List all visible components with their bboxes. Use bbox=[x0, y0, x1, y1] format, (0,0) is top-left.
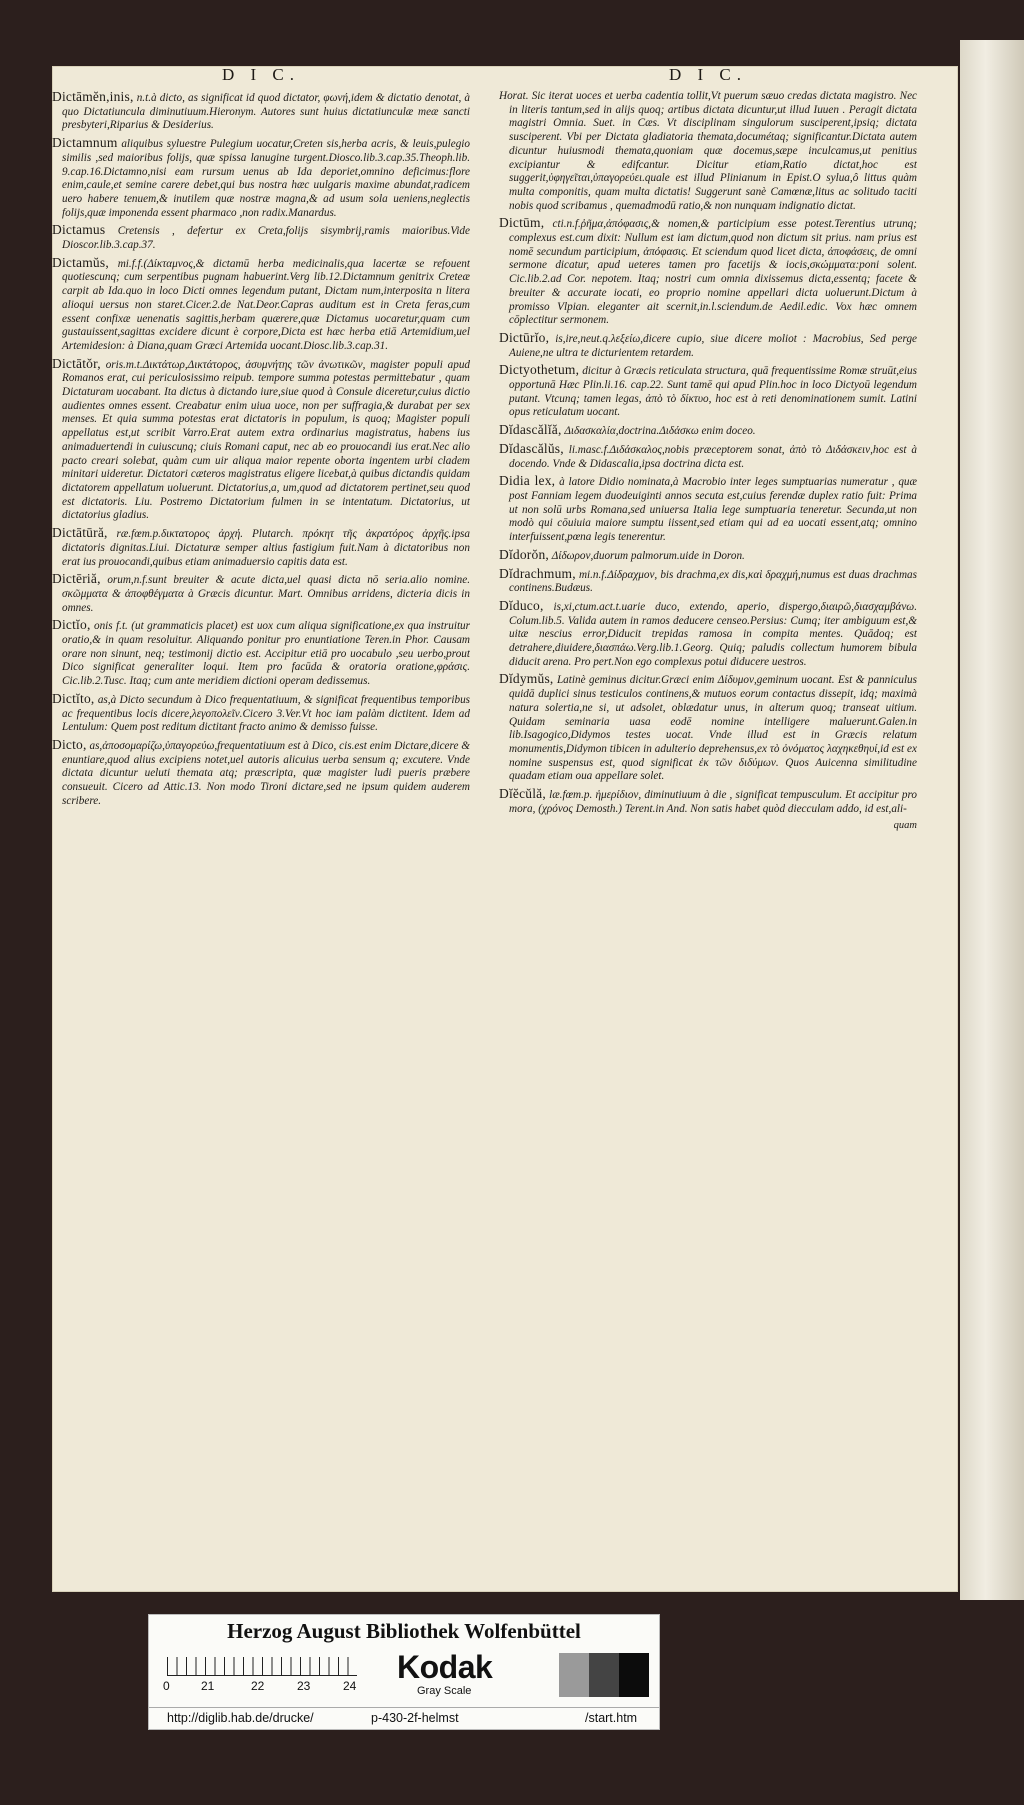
scale-number: 23 bbox=[297, 1679, 311, 1693]
book-page bbox=[52, 66, 958, 1592]
entry-lemma: Didia lex, bbox=[499, 473, 556, 489]
entry-lemma: Dictyothetum, bbox=[499, 362, 580, 378]
digital-library-url[interactable]: http://diglib.hab.de/drucke/ bbox=[167, 1711, 314, 1725]
entry-lemma: Dĭdorŏn, bbox=[499, 546, 549, 562]
running-head-right: D I C. bbox=[668, 66, 748, 84]
catchword: quam bbox=[893, 820, 917, 832]
shelfmark: p-430-2f-helmst bbox=[371, 1711, 459, 1725]
entry-text: læ.fœm.p. ἡμερίδιον, diminutiuum à die , significat tempusculum. Et accipitur pro mora, (χρόνος Demosth.) Terent.in And. Non satis habet quòd diecculam addo, id est,ali- bbox=[509, 789, 917, 815]
entry-text: Latinè geminus dicitur.Græci enim Δίδυμον,geminum uocant. Est & panniculus quidā duplici sinus testiculos continens,& mutuos eorum contactus dissepit, idq; maximà natura solertia,ne si, ut adsolet, oblædatur unus, in alterum quoq; transeat uitium. Quidam seminaria uasa eodē nomine intelligere maluerunt.Galen.in lib.Isagogico,Didymos testes uocat. Vnde illud est in Græcis relatum monumentis,Didymon tibicen in adulterio deprehensus,ex τὸ ὀνόματος λαχηκεθηυί,id est ex nomine suspensus est, quod significat ἐκ τῶν διδύμων. Quos Auicenna similitudine quadam etiam oua appellare solet. bbox=[509, 674, 917, 783]
dictionary-entry bbox=[499, 599, 917, 670]
dictionary-entry bbox=[52, 223, 470, 252]
entry-text: ræ.fœm.p.δικτατορος ἀρχή. Plutarch. πρόκητ τῆς ἀκρατόρος ἀρχῆς.ipsa dictatoris dignitas.Liui. Dictaturæ semper altius fastigium fuit.Nam à dictatoribus non erat ius prouocandi,quibus etiam animaduersio capitis data est. bbox=[62, 528, 470, 568]
entry-text: Horat. Sic iterat uoces et uerba cadentia tollit,Vt puerum sæuo credas dictata magistro. Nec in literis tantum,sed in alijs quoq; artibus dictata dicuntur,ut illud Iuuen . Peragit dictata magistri Omnia. Suet. in Cæs. Vt disciplinam singulorum susciperent,ipsiq; dictata susciperent. Vbi per Dictata gladiatoria themata,documétaq; significantur.Dictata autem dicuntur huiusmodi themata,quoniam quæ docemus,sæpe inculcamus,ut penitius excipiantur & edifcantur. Dicitur etiam,Ratio dictat,hoc est suggerit,ὑφηγεῖται,ὑπαγορεύει.quale est illud Plinianum in Epist.O sylua,ô littus quàm multa componitis, quam multa dictatis! Suggerunt sanè Camœnæ,litus ac solitudo taciti nobis quod scribamus , quemadmodū ratio,& non nunquam indignatio dictat. bbox=[499, 90, 917, 212]
entry-lemma: Dicto, bbox=[52, 736, 87, 752]
dictionary-entry bbox=[52, 357, 470, 523]
dictionary-entry bbox=[499, 442, 917, 471]
entry-text: mi.n.f.Δίδραχμον, bis drachma,ex dis,καὶ δραχμή,numus est duas drachmas continens.Budæus. bbox=[509, 568, 917, 595]
dictionary-entry bbox=[52, 572, 470, 615]
entry-lemma: Dĭdascălŭs, bbox=[499, 440, 564, 456]
dictionary-entry bbox=[52, 618, 470, 689]
entry-lemma: Dĭdymŭs, bbox=[499, 671, 554, 687]
entry-lemma: Dĭduco, bbox=[499, 597, 544, 613]
entry-lemma: Dictĭto, bbox=[52, 690, 95, 706]
dictionary-entry bbox=[52, 136, 470, 220]
kodak-brand: Kodak bbox=[397, 1649, 493, 1685]
entry-text: as,à Dicto secundum à Dico frequentatiuum, & significat frequentibus temporibus ac frequentibus locis dicere,λεγοπολεῖν.Cicero 3.Ver.Vt hoc iam palàm dictitent. Idem ad Lentulum: Quem post reditum dictitant fracto animo & demisso fuisse. bbox=[62, 693, 470, 734]
entry-text: onis f.t. (ut grammaticis placet) est uox cum aliqua significatione,ex qua instruitur oratio,& in quam resoluitur. Aliquando ponitur pro enuntiatione Teren.in Phor. Causam orare non sinunt, neq; testimonij dictio est. Accipitur etiā pro uocabulo ,seu uerbo,prout Dico significat generaliter loqui. Item pro facūda & oratoria oratione,φράσις. Cic.lib.2.Tusc. Itaq; cum ante meridiem dictioni operam dedissemus. bbox=[62, 620, 470, 688]
dictionary-entry bbox=[52, 526, 470, 569]
entry-lemma: Dictĭo, bbox=[52, 617, 91, 633]
color-target-card bbox=[148, 1614, 660, 1730]
dictionary-entry bbox=[499, 363, 917, 420]
entry-lemma: Dictāmĕn,inis, bbox=[52, 89, 134, 104]
scale-number: 22 bbox=[251, 1679, 265, 1693]
entry-lemma: Dictūrĭo, bbox=[499, 329, 550, 345]
url-row bbox=[149, 1707, 659, 1728]
left-entries bbox=[52, 90, 470, 808]
entry-text: is,xi,ctum.act.t.uarie duco, extendo, aperio, dispergo,διαιρῶ,διασχαμβάνω. Colum.lib.5. Valida autem in ramos deducere censeo.Persius: Cumq; iter ambiguum est,& uitæ nescius error,Diducit trepidas ramosa in compita mentes. Quādoq; est detrahere,diuidere,διασπάω.Verg.lib.1.Georg. Quiq; paludis collectum humorem bibula diducit arena. Pro pert.Non ego complexus potui diducere uestros. bbox=[509, 600, 917, 668]
entry-text: is,ire,neut.q.λεξείω,dicere cupio, siue dicere moliot : Macrobius, Sed perge Auiene,ne ultra te dicturientem retardem. bbox=[509, 332, 917, 359]
adjacent-page-edge bbox=[960, 40, 1024, 1600]
dictionary-entry bbox=[52, 90, 470, 133]
entry-text: as,ἀποσομαρίζω,ὑπαγορεύω,frequentatiuum est à Dico, cis.est enim Dictare,dicere & enuntiare,quod alius excipiens notet,uel autoris alicuius uerba sensum q; excutere. Vnde dictata dicuntur ueluti themata atq; præscripta, quæ magister ludi pueris præbere consueuit. Cicero ad Attic.13. Non modo Tironi dictare,sed ne ipsum quidem auderem scribere. bbox=[62, 739, 470, 807]
entry-text: oris.m.t.Δικτάτωρ,Δικτάτορος, ἀσυμνήτης τῶν ἀνωτικῶν, magister populi apud Romanos erat, cui periculosissimo reipub. tempore summa potestas permittebatur , quam Dictaturam uocabant. Ita dictus à dictando iure,siue quod à Consule diceretur,cuius dictio audientes omnes essent. Creabatur enim uiua uoce, non per suffragia,& durabat per sex menses. Et quia summa potestas erat dictatoris in populum, is quoq; Magister populi appellatus est,ut scribit Varro.Erat autem extra ordinarius magistratus, habens ius animaduertendi in cuiuscunq; ciuis Romani caput, nec ab eo prouocandi ius erat.Nec alio pacto creari solebat, quàm cum uir aliqua maior repente oborta ingentem urbi cladem minitari uideretur. Dictatori cæteros magistratus eligere licebat,à quibus dictandis quidam dictatorem appellatum uoluerunt. Dictatorius,a, um,quod ad dictatorem pertinet,seu quod est dictatoris. Liu. Postremo Dictatorium fulmen in se intentatum. Dictatorius, ut dictatorius gladius. bbox=[62, 358, 470, 522]
gray-patch-dark bbox=[589, 1653, 619, 1697]
entry-lemma: Dĭdrachmum, bbox=[499, 565, 576, 581]
dictionary-entry bbox=[499, 474, 917, 545]
entry-text: cti.n.f.ῥῆμα,ἀπόφασις,& nomen,& participium esse potest.Terentius utrunq; complexus est.cum dixit: Nullum est iam dictum,quod non dictum sit prius. nam prius est nomē secundum participium, ἀπόφασις. Et sciendum quod licet dicta, ἀποφάσεις, de omni sermone dicatur, apud ueteres tamen pro facetijs & iocis,σκώμματα:poni solent. Cic.lib.2.ad Cor. nepotem. Itaq; nostri cum omnia dixissemus dicta,essentq; facete & breuiter & accurate iocati, eo proprio nomine appellari dicta uoluerunt.Dictum à promisso Vlpian. eleganter ait scernit,in.l.sciendum.de Aedil.edic. Vox hæc omnem cōplectitur sermonem. bbox=[509, 218, 917, 327]
dictionary-entry bbox=[499, 567, 917, 596]
scale-ruler bbox=[167, 1657, 357, 1676]
entry-text: n.t.à dicto, as significat id quod dictator, φωνή,idem & dictatio denotat, à quo Dictatiuncula diminutiuum.Hieronym. Autores sunt huius dictatiunculæ meæ sancti presbyteri,Riparius & Desiderius. bbox=[62, 92, 470, 132]
dictionary-entry bbox=[499, 90, 917, 213]
entry-text: dicitur à Græcis reticulata structura, quā frequentissime Romæ struūt,eius opportunā Hæc Plin.li.16. cap.22. Sunt tamē qui apud Plin.hoc in loco Dictyoū legendum putant. Vtcunq; tamen legas, ἀπὸ τὸ δίκτυο, hoc est à reti denominationem sumit. Latini opus reticulatum uocant. bbox=[509, 365, 917, 419]
entry-text: li.masc.f.Διδάσκαλος,nobis præceptorem sonat, ἀπὸ τὸ Διδάσκειν,hoc est à docendo. Vnde & Didascalia,ipsa doctrina dicta est. bbox=[509, 443, 917, 470]
entry-text: à latore Didio nominata,à Macrobio inter leges sumptuarias numeratur , quæ post Fanniam legem duodeuiginti annos secuta est,cuius ferendæ duplex ratio fuit: Prima ut non solū urbs Romana,sed uniuersa Italia lege sumptuaria teneretur. Secunda,ut non modò qui cōuiuia maiore sumptu iissent,sed etiam qui ad ea uocati essent,atq; omnino interfuissent,pœna legis tenerentur. bbox=[509, 476, 917, 544]
dictionary-entry bbox=[499, 423, 917, 439]
gray-scale-label: Gray Scale bbox=[417, 1685, 472, 1697]
entry-text: aliquibus syluestre Pulegium uocatur,Creten sis,herba acris, & leuis,pulegio similis ,sed maioribus folijs, quæ spissa lanugine turgent.Diosco.lib.3.cap.35.Theoph.lib. 9.cap.16.Dictamno,nisi eam rursum uenus ab Ida deporiet,omnino deficimus:flore enim,caule,et semine carere debet,qui bus nostra hæc uulgaris maxime abundat,radicem uero habere tenuem,& inutilem quæ nostræ magna,& ad usum sola ueniens,neglectis folijs,quæ imponenda essent pharmaco ,non radix.Manardus. bbox=[62, 138, 470, 219]
entry-text: Δίδωρον,duorum palmorum.uide in Doron. bbox=[551, 549, 745, 562]
dictionary-entry bbox=[499, 331, 917, 360]
entry-text: orum,n.f.sunt breuiter & acute dicta,uel quasi dicta nō seria.alio nomine. σκῶμματα & ἀποφθέγματα à Græcis dicuntur. Mart. Omnibus arridens, dicteria dicis in omnes. bbox=[62, 574, 470, 614]
dictionary-entry bbox=[499, 787, 917, 816]
entry-lemma: Dictūm, bbox=[499, 215, 545, 231]
entry-lemma: Dictēriă, bbox=[52, 571, 101, 587]
entry-text: Διδασκαλία,doctrina.Διδάσκω enim doceo. bbox=[564, 425, 756, 438]
entry-lemma: Dĭdascălĭă, bbox=[499, 422, 562, 438]
entry-lemma: Dictātūră, bbox=[52, 525, 108, 541]
right-column bbox=[499, 66, 917, 1574]
entry-lemma: Dictamus bbox=[52, 222, 106, 238]
entry-lemma: Dictamŭs, bbox=[52, 254, 109, 270]
entry-text: mi.f.f.(Δίκταμνος,& dictamū herba medicinalis,qua lacertæ se refouent quotiescunq; cum serpentibus pugnam habuerint.Verg lib.12.Dictamnum genitrix Creteæ carpit ab Ida.quo in loco Dicti omnes legendum putant, Dictam num,interposita n litera alioqui uersus non staret.Cicer.2.de Nat.Deor.Capras auditum est in Creta feras,cum essent confixæ uenenatis sagittis,herbam quærere,quæ Dictamus uocaretur,quam cum gustauissent,sagittas excidere dicunt è corpore,Dicta est hæc herba etiā Artemidium,uel Artemidesion: à Diana,quam Græci Artemida uocant.Diosc.lib.3.cap.31. bbox=[62, 257, 470, 352]
dictionary-entry bbox=[499, 548, 917, 564]
running-head-left: D I C. bbox=[221, 66, 301, 84]
entry-lemma: Dĭĕcŭlă, bbox=[499, 786, 546, 802]
left-column bbox=[52, 66, 470, 1574]
right-entries bbox=[499, 90, 917, 816]
gray-patch-black bbox=[619, 1653, 649, 1697]
entry-lemma: Dictātŏr, bbox=[52, 355, 101, 371]
scale-number: 0 bbox=[163, 1679, 170, 1693]
dictionary-entry bbox=[52, 692, 470, 735]
dictionary-entry bbox=[52, 256, 470, 354]
dictionary-entry bbox=[499, 672, 917, 784]
scale-number: 24 bbox=[343, 1679, 357, 1693]
dictionary-entry bbox=[499, 216, 917, 328]
gray-patch-light bbox=[559, 1653, 589, 1697]
entry-text: Cretensis , defertur ex Creta,folijs sisymbrij,ramis maioribus.Vide Dioscor.lib.3.cap.37. bbox=[62, 225, 470, 252]
library-name: Herzog August Bibliothek Wolfenbüttel bbox=[227, 1619, 581, 1643]
dictionary-entry bbox=[52, 738, 470, 809]
scale-number: 21 bbox=[201, 1679, 215, 1693]
entry-lemma: Dictamnum bbox=[52, 135, 118, 151]
start-page-link[interactable]: /start.htm bbox=[585, 1711, 638, 1725]
